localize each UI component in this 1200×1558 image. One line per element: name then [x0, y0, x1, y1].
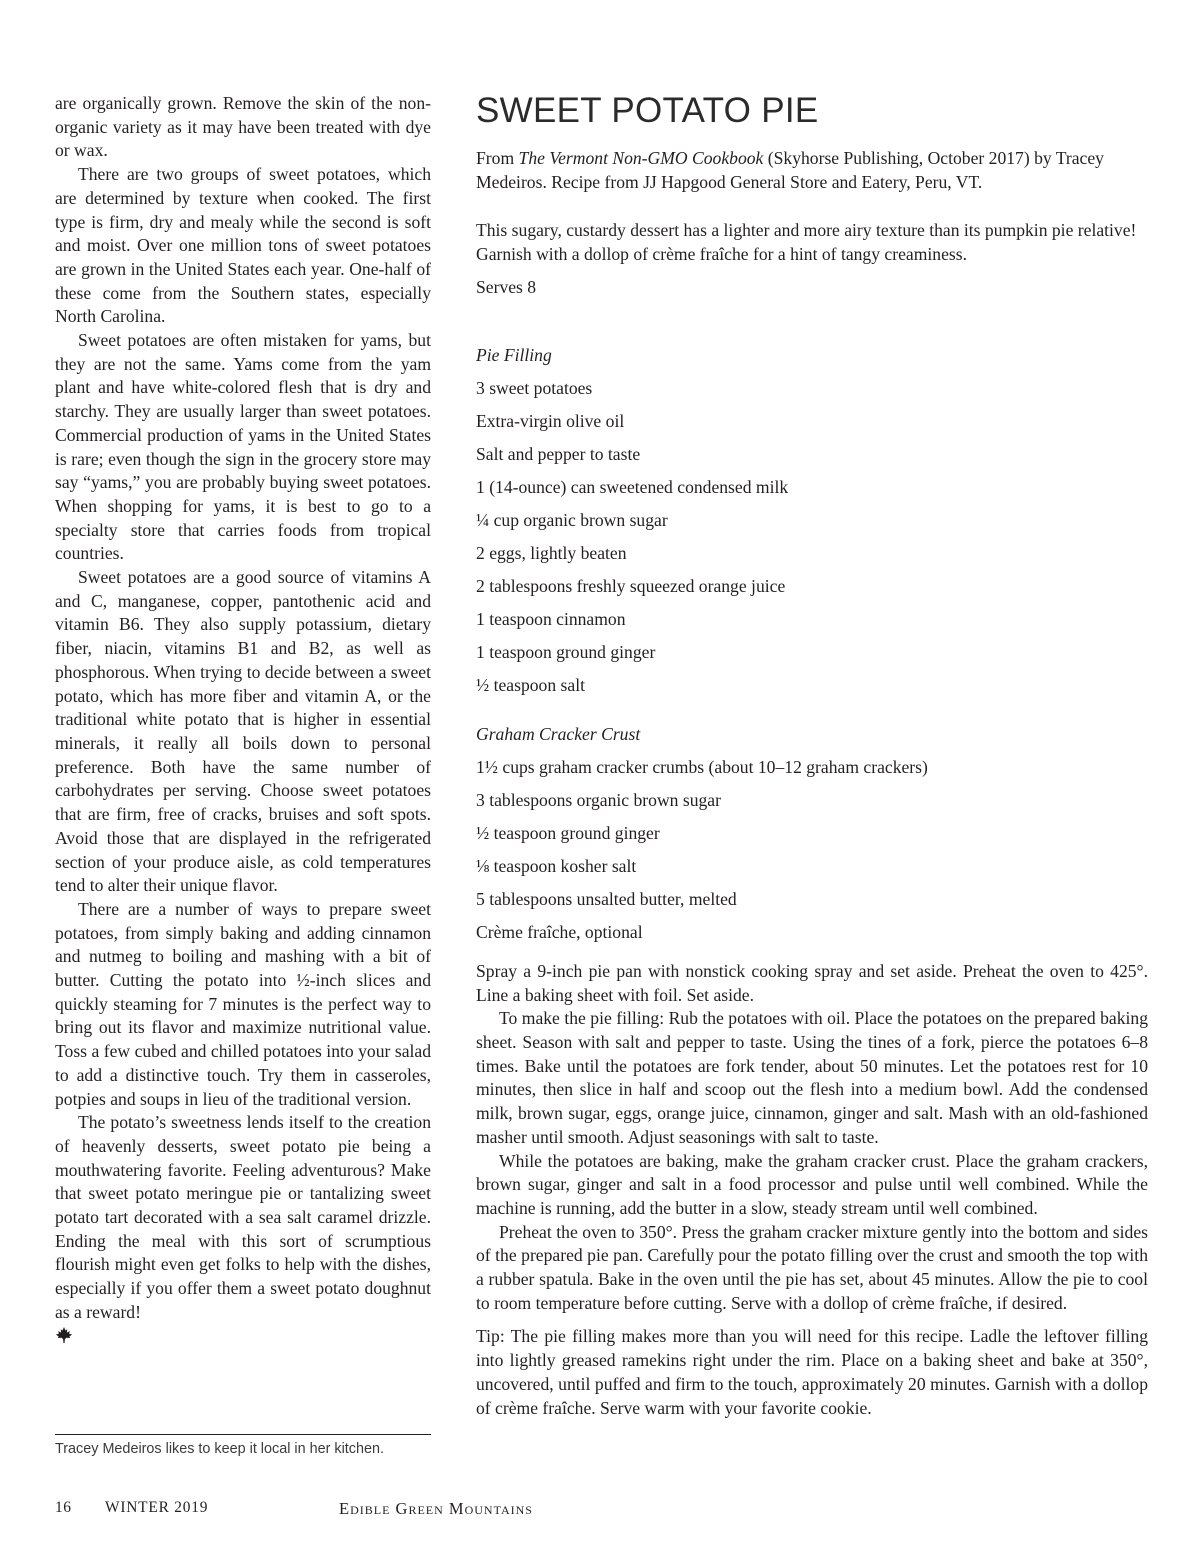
article-paragraph: Sweet potatoes are a good source of vitamins A and C, manganese, copper, pantothenic acid and vitamin B6. They also supply potassium, dietary fiber, niacin, vitamins B1 and B2, as well as phosphorous. When trying to decide between a sweet potato, which has more fiber and vitamin A, or the traditional white potato that is higher in essential minerals, it really all boils down to personal preference. Both have the same number of carbohydrates per serving. Choose sweet potatoes that are firm, free of cracks, bruises and soft spots. Avoid those that are displayed in the refrigerated section of your produce aisle, as cold temperatures tend to alter their unique flavor.	[55, 567, 431, 896]
source-book-title: The Vermont Non-GMO Cookbook	[518, 148, 764, 168]
article-paragraph: There are two groups of sweet potatoes, which are determined by texture when cooked. The first type is firm, dry and mealy while the second is soft and moist. Over one million tons of sweet potatoes are grown in the United States each year. One-half of these come from the Southern states, especially North Carolina.	[55, 164, 431, 327]
recipe-column	[476, 90, 1148, 1420]
instruction-paragraph: To make the pie filling: Rub the potatoes with oil. Place the potatoes on the prepared baking sheet. Season with salt and pepper to taste. Using the tines of a fork, pierce the potatoes 6–8 times. Bake until the potatoes are fork tender, about 50 minutes. Let the potatoes rest for 10 minutes, then slice in half and scoop out the flesh into a medium bowl. Add the condensed milk, brown sugar, eggs, orange juice, cinnamon, ginger and salt. Mash with an old-fashioned masher until smooth. Adjust seasonings with salt to taste.	[476, 1008, 1148, 1147]
pie-filling-heading: Pie Filling	[476, 344, 552, 365]
instruction-paragraph: While the potatoes are baking, make the graham cracker crust. Place the graham crackers, brown sugar, ginger and salt in a food processor and pulse until well combined. While the machine is running, add the butter in a slow, steady stream until well combined.	[476, 1150, 1148, 1218]
ingredient-item: 1 teaspoon ground ginger	[476, 641, 656, 662]
ingredient-item: ¼ cup organic brown sugar	[476, 509, 668, 530]
ingredient-item: 5 tablespoons unsalted butter, melted	[476, 889, 737, 910]
ingredient-item: ⅛ teaspoon kosher salt	[476, 856, 637, 877]
ingredient-item: Crème fraîche, optional	[476, 922, 643, 943]
magazine-name: Edible Green Mountains	[339, 1499, 533, 1518]
author-credit: Tracey Medeiros likes to keep it local in her kitchen.	[55, 1441, 384, 1457]
recipe-serves: Serves 8	[476, 276, 537, 297]
ingredient-item: Extra-virgin olive oil	[476, 410, 625, 431]
recipe-source	[476, 147, 1148, 194]
ingredient-item: 1 teaspoon cinnamon	[476, 608, 626, 629]
article-paragraph: are organically grown. Remove the skin of the non-organic variety as it may have been treated with dye or wax.	[55, 93, 431, 161]
ingredient-item: Salt and pepper to taste	[476, 443, 641, 464]
ingredient-item: 3 tablespoons organic brown sugar	[476, 790, 721, 811]
recipe-instructions	[476, 960, 1148, 1316]
credit-divider	[55, 1434, 431, 1435]
ingredient-item: 2 tablespoons freshly squeezed orange juice	[476, 575, 786, 596]
ingredient-item: 1 (14-ounce) can sweetened condensed milk	[476, 476, 789, 497]
recipe-tip: Tip: The pie filling makes more than you will need for this recipe. Ladle the leftover filling into lightly greased ramekins right under the rim. Place on a baking sheet and bake at 350°, uncovered, until puffed and firm to the touch, approximately 20 minutes. Garnish with a dollop of crème fraîche. Serve warm with your favorite cookie.	[476, 1326, 1148, 1418]
ingredient-item: 3 sweet potatoes	[476, 377, 593, 398]
article-paragraph: There are a number of ways to prepare sweet potatoes, from simply baking and adding cinnamon and nutmeg to boiling and mashing with a bit of butter. Cutting the potato into ½-inch slices and quickly steaming for 7 minutes is the perfect way to bring out its flavor and maximize nutritional value. Toss a few cubed and chilled potatoes into your salad to add a distinctive touch. Try them in casseroles, potpies and soups in lieu of the traditional version.	[55, 898, 431, 1109]
pie-filling-ingredients	[476, 377, 1148, 698]
crust-heading: Graham Cracker Crust	[476, 724, 641, 745]
maple-leaf-icon	[55, 1326, 73, 1344]
article-paragraph: The potato’s sweetness lends itself to the creation of heavenly desserts, sweet potato pie being a mouthwatering favorite. Feeling adventurous? Make that sweet potato meringue pie or tantalizing sweet potato tart decorated with a sea salt caramel drizzle. Ending the meal with this sort of scrumptious flourish might even get folks to help with the dishes, especially if you offer them a sweet potato doughnut as a reward!	[55, 1112, 431, 1322]
source-prefix: From	[476, 148, 519, 168]
recipe-title: SWEET POTATO PIE	[476, 91, 819, 130]
crust-ingredients	[476, 756, 1148, 945]
instruction-paragraph: Preheat the oven to 350°. Press the graham cracker mixture gently into the bottom and sides of the prepared pie pan. Carefully pour the potato filling over the crust and smooth the top with a rubber spatula. Bake in the oven until the pie has set, about 45 minutes. Allow the pie to cool to room temperature before cutting. Serve with a dollop of crème fraîche, if desired.	[476, 1221, 1148, 1313]
recipe-intro: This sugary, custardy dessert has a lighter and more airy texture than its pumpkin pie relative! Garnish with a dollop of crème fraîche for a hint of tangy creaminess.	[476, 220, 1137, 265]
instruction-paragraph: Spray a 9-inch pie pan with nonstick cooking spray and set aside. Preheat the oven to 425°. Line a baking sheet with foil. Set aside.	[476, 960, 1148, 1005]
ingredient-item: 2 eggs, lightly beaten	[476, 542, 627, 563]
article-paragraph: Sweet potatoes are often mistaken for yams, but they are not the same. Yams come from the yam plant and have white-colored flesh that is dry and starchy. They are usually larger than sweet potatoes. Commercial production of yams in the United States is rare; even though the sign in the grocery store may say “yams,” you are probably buying sweet potatoes. When shopping for yams, it is best to go to a specialty store that carries foods from tropical countries.	[55, 330, 431, 564]
ingredient-item: ½ teaspoon ground ginger	[476, 823, 660, 844]
ingredient-item: 1½ cups graham cracker crumbs (about 10–12 graham crackers)	[476, 757, 928, 778]
article-body-column	[55, 92, 431, 1344]
issue-season: WINTER 2019	[105, 1499, 209, 1516]
source-details: (Skyhorse Publishing, October 2017) by Tracey Medeiros. Recipe from JJ Hapgood General Store and Eatery, Peru, VT.	[476, 148, 1104, 192]
ingredient-item: ½ teaspoon salt	[476, 674, 585, 695]
page-number: 16	[55, 1499, 72, 1516]
